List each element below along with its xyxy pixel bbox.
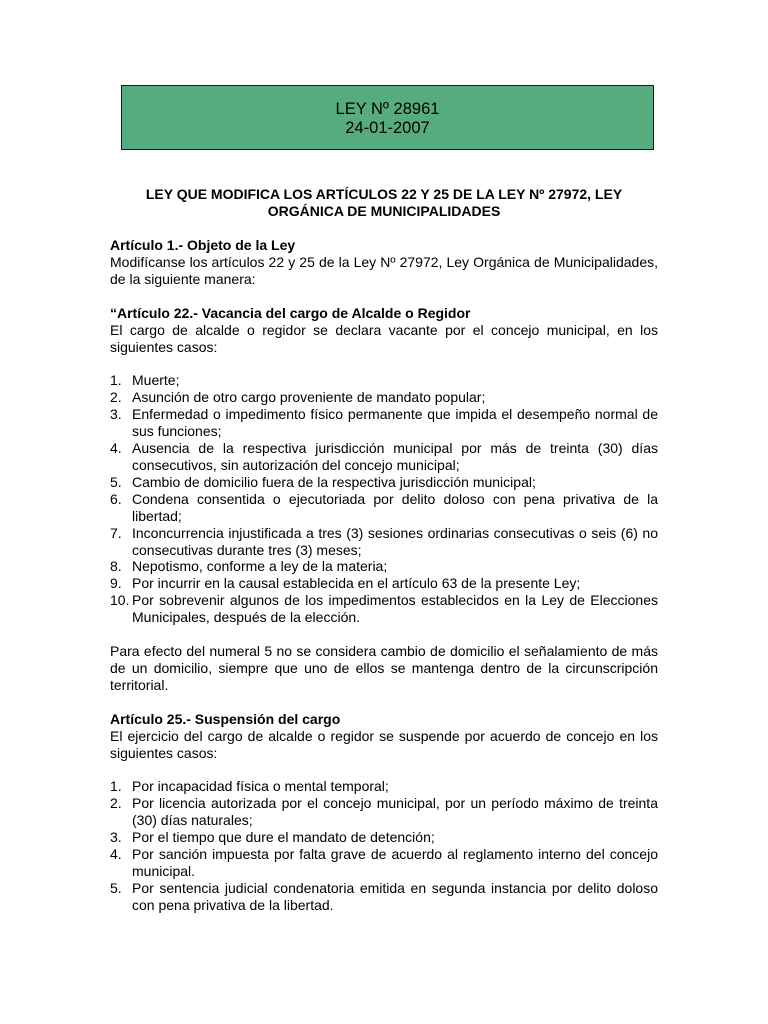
list-item-number: 10. xyxy=(110,592,130,609)
list-item-number: 1. xyxy=(110,372,122,389)
list-item-text: Por sobrevenir algunos de los impedimentos establecidos en la Ley de Elecciones Municipales, después de la elección. xyxy=(132,592,658,626)
list-item-number: 5. xyxy=(110,473,122,490)
list-item-text: Nepotismo, conforme a ley de la materia; xyxy=(132,558,388,575)
list-item-text: Ausencia de la respectiva jurisdicción municipal por más de treinta (30) días consecutivos, sin autorización del concejo municipal; xyxy=(132,440,658,473)
list-item xyxy=(110,372,658,389)
list-item xyxy=(110,846,658,880)
spacer xyxy=(110,288,658,305)
list-item-number: 4. xyxy=(110,846,122,863)
list-item xyxy=(110,795,658,829)
list-item xyxy=(110,406,658,440)
list-item xyxy=(110,491,658,525)
spacer xyxy=(110,626,658,643)
list-item-number: 4. xyxy=(110,440,122,457)
article-22-heading: “Artículo 22.- Vacancia del cargo de Alcalde o Regidor xyxy=(110,304,471,321)
list-item-text: Enfermedad o impedimento físico permanente que impida el desempeño normal de sus funciones; xyxy=(132,406,658,440)
list-item xyxy=(110,474,658,491)
list-item xyxy=(110,880,658,914)
list-item-text: Por sentencia judicial condenatoria emitida en segunda instancia por delito doloso con pena privativa de la libertad. xyxy=(132,879,658,913)
law-header-box xyxy=(121,85,654,150)
list-item xyxy=(110,575,658,592)
list-item-number: 9. xyxy=(110,575,122,592)
article-1-heading: Artículo 1.- Objeto de la Ley xyxy=(110,237,296,253)
list-item-text: Por el tiempo que dure el mandato de detención; xyxy=(132,829,435,846)
list-item xyxy=(110,389,658,406)
list-item-number: 8. xyxy=(110,558,122,575)
list-item-number: 7. xyxy=(110,524,122,541)
list-item-text: Inconcurrencia injustificada a tres (3) sesiones ordinarias consecutivas o seis (6) no consecutivas durante tres (3) meses; xyxy=(132,524,658,558)
list-item xyxy=(110,778,658,795)
article-25-intro: El ejercicio del cargo de alcalde o regidor se suspende por acuerdo de concejo en los siguientes casos: xyxy=(110,727,658,761)
list-item xyxy=(110,592,658,626)
list-item-number: 6. xyxy=(110,490,122,507)
list-item-number: 2. xyxy=(110,389,122,406)
list-item xyxy=(110,558,658,575)
article-22-note: Para efecto del numeral 5 no se considera cambio de domicilio el señalamiento de más de un domicilio, siempre que uno de ellos se mantenga dentro de la circunscripción territorial. xyxy=(110,643,658,693)
list-item-number: 3. xyxy=(110,406,122,423)
list-item xyxy=(110,525,658,559)
article-22-intro: El cargo de alcalde o regidor se declara vacante por el concejo municipal, en los siguientes casos: xyxy=(110,321,658,355)
list-item-text: Por sanción impuesta por falta grave de acuerdo al reglamento interno del concejo municipal. xyxy=(132,846,658,879)
law-date: 24-01-2007 xyxy=(345,119,430,137)
list-item xyxy=(110,440,658,474)
list-item-text: Cambio de domicilio fuera de la respectiva jurisdicción municipal; xyxy=(132,473,536,490)
list-item-number: 2. xyxy=(110,795,122,812)
list-item-number: 3. xyxy=(110,829,122,846)
list-item-text: Por incapacidad física o mental temporal; xyxy=(132,778,389,795)
article-22-list xyxy=(110,372,658,626)
spacer xyxy=(110,355,658,372)
law-number: LEY Nº 28961 xyxy=(335,100,440,118)
list-item-text: Por licencia autorizada por el concejo municipal, por un período máximo de treinta (30) días naturales; xyxy=(132,795,658,829)
document-body xyxy=(110,237,658,914)
list-item-number: 5. xyxy=(110,879,122,896)
list-item xyxy=(110,829,658,846)
list-item-text: Condena consentida o ejecutoriada por delito doloso con pena privativa de la libertad; xyxy=(132,490,658,524)
article-1-text: Modifícanse los artículos 22 y 25 de la Ley Nº 27972, Ley Orgánica de Municipalidades, de la siguiente manera: xyxy=(110,253,658,287)
list-item-text: Por incurrir en la causal establecida en el artículo 63 de la presente Ley; xyxy=(132,575,581,592)
list-item-text: Muerte; xyxy=(132,372,180,389)
list-item-number: 1. xyxy=(110,778,122,795)
article-25-list xyxy=(110,778,658,913)
spacer xyxy=(110,761,658,778)
document-title: LEY QUE MODIFICA LOS ARTÍCULOS 22 Y 25 DE LA LEY Nº 27972, LEY ORGÁNICA DE MUNICIPALIDADES xyxy=(145,186,623,219)
list-item-text: Asunción de otro cargo proveniente de mandato popular; xyxy=(132,389,486,406)
article-25-heading: Artículo 25.- Suspensión del cargo xyxy=(110,710,341,727)
spacer xyxy=(110,694,658,711)
